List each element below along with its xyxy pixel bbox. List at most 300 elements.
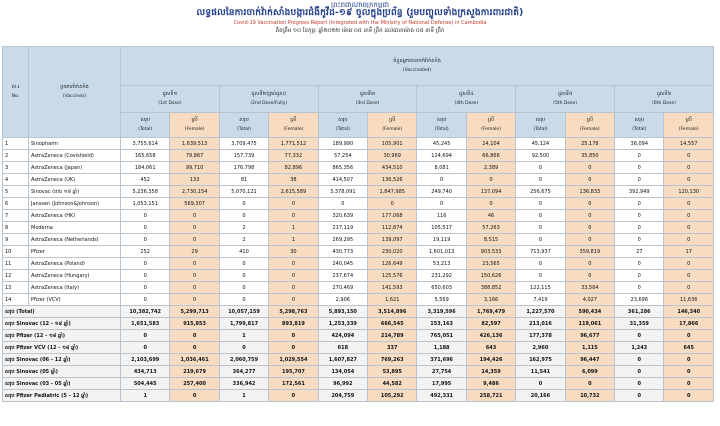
female-value: 0	[664, 222, 714, 234]
total-value: 124,694	[417, 150, 466, 162]
total-value: 256,675	[516, 186, 565, 198]
header-line: សរុប	[338, 117, 348, 123]
female-value: 903,533	[466, 246, 515, 258]
table-row	[3, 186, 714, 198]
summary-label: សរុប (Total)	[3, 306, 121, 318]
vaccine-name: Sinovac (ជាង ១៨ ឆ្នាំ)	[29, 186, 121, 198]
total-value: 0	[615, 198, 664, 210]
header-line-en: (Vaccines)	[62, 94, 87, 99]
female-value: 0	[269, 198, 318, 210]
vaccination-table	[2, 46, 714, 402]
header-line-en: (2nd Dose/Fully)	[250, 101, 288, 106]
total-value: 204,759	[318, 390, 367, 402]
total-value: 0	[121, 330, 170, 342]
female-value: 337	[368, 342, 417, 354]
female-value: 0	[664, 390, 714, 402]
summary-row	[3, 342, 714, 354]
female-value: 0	[565, 222, 614, 234]
total-value: 1	[219, 390, 268, 402]
table-row	[3, 234, 714, 246]
total-value: 153,163	[417, 318, 466, 330]
header-line-en: (Female)	[184, 127, 205, 132]
female-value: 1	[269, 222, 318, 234]
female-value: 6,099	[565, 366, 614, 378]
total-value: 0	[219, 210, 268, 222]
female-value: 0	[565, 270, 614, 282]
header-line-en: (Total)	[533, 127, 548, 132]
female-value: 1,621	[368, 294, 417, 306]
total-value: 116	[417, 210, 466, 222]
total-value: 0	[615, 210, 664, 222]
female-value: 195,707	[269, 366, 318, 378]
total-value: 1,243	[615, 342, 664, 354]
female-value: 4,027	[565, 294, 614, 306]
table-row	[3, 246, 714, 258]
summary-label: សរុប Pfizer Pediatric (5 - 12 ឆ្នាំ)	[3, 390, 121, 402]
female-value: 172,561	[269, 378, 318, 390]
header-line: ស្រី	[191, 117, 198, 123]
female-value: 1,769,479	[466, 306, 515, 318]
total-value: 0	[516, 162, 565, 174]
total-value: 81	[219, 174, 268, 186]
female-value: 14,557	[664, 138, 714, 150]
female-value: 96,677	[565, 330, 614, 342]
row-number: 8	[3, 222, 29, 234]
total-value: 361,286	[615, 306, 664, 318]
table-row	[3, 270, 714, 282]
total-value: 430,773	[318, 246, 367, 258]
vaccine-name: Moderna	[29, 222, 121, 234]
female-value: 0	[664, 210, 714, 222]
female-value: 137,094	[466, 186, 515, 198]
total-value: 0	[516, 222, 565, 234]
total-value: 7,419	[516, 294, 565, 306]
total-header	[318, 113, 367, 138]
female-value: 0	[664, 354, 714, 366]
female-value: 1,847,985	[368, 186, 417, 198]
summary-row	[3, 378, 714, 390]
female-value: 194,426	[466, 354, 515, 366]
header-line: ស្រី	[586, 117, 593, 123]
total-value: 11,541	[516, 366, 565, 378]
total-value: 1,253,339	[318, 318, 367, 330]
female-value: 146,340	[664, 306, 714, 318]
total-value: 96,992	[318, 378, 367, 390]
row-number: 11	[3, 258, 29, 270]
female-value: 79,867	[170, 150, 219, 162]
female-value: 915,853	[170, 318, 219, 330]
summary-row	[3, 354, 714, 366]
female-header	[565, 113, 614, 138]
female-value: 0	[170, 330, 219, 342]
table-row	[3, 210, 714, 222]
total-value: 134,054	[318, 366, 367, 378]
row-number: 9	[3, 234, 29, 246]
total-value: 0	[516, 258, 565, 270]
total-value: 3,319,596	[417, 306, 466, 318]
header-line-en: (4th Dose)	[454, 101, 479, 106]
row-number: 5	[3, 186, 29, 198]
total-value: 371,696	[417, 354, 466, 366]
row-number: 14	[3, 294, 29, 306]
total-value: 2	[219, 222, 268, 234]
female-value: 0	[170, 222, 219, 234]
female-value: 0	[269, 294, 318, 306]
dose-header-6	[615, 86, 714, 113]
total-value: 249,740	[417, 186, 466, 198]
header-line: ដូសទី៤	[459, 91, 474, 97]
female-value: 230,020	[368, 246, 417, 258]
female-value: 33,564	[565, 282, 614, 294]
total-value: 0	[615, 162, 664, 174]
summary-label: សរុប Sinovac (12 - ១៨ ឆ្នាំ)	[3, 318, 121, 330]
header-line: សរុប	[436, 117, 447, 123]
female-value: 10,732	[565, 390, 614, 402]
total-value: 1,651,583	[121, 318, 170, 330]
female-value: 9,486	[466, 378, 515, 390]
total-header	[417, 113, 466, 138]
header-line-en: (Total)	[434, 127, 449, 132]
header-line-en: (1st Dose)	[158, 101, 182, 106]
total-value: 0	[121, 270, 170, 282]
summary-row	[3, 318, 714, 330]
header-line-en: (Female)	[382, 127, 403, 132]
report-title-khmer: លទ្ធផលនៃការចាក់វ៉ាក់សាំងបង្ការជំងឺកូវីដ-១៩ ចូលក្នុងប្រព័ន្ធ (រួមបញ្ចូលទាំងក្រសួងការពារជាតិ)	[196, 8, 524, 18]
total-value: 23,696	[615, 294, 664, 306]
total-header	[615, 113, 664, 138]
female-value: 0	[269, 270, 318, 282]
female-value: 29	[170, 246, 219, 258]
report-header	[0, 0, 720, 42]
column-no-header	[3, 47, 29, 138]
total-value: 0	[516, 270, 565, 282]
row-number: 4	[3, 174, 29, 186]
female-value: 0	[565, 378, 614, 390]
female-value: 1,771,512	[269, 138, 318, 150]
female-value: 2,389	[466, 162, 515, 174]
total-value: 0	[121, 234, 170, 246]
total-value: 1	[121, 390, 170, 402]
total-value: 414,507	[318, 174, 367, 186]
total-value: 270,469	[318, 282, 367, 294]
female-value: 24,104	[466, 138, 515, 150]
header-line-en: (6th Dose)	[652, 101, 676, 106]
female-value: 133	[170, 174, 219, 186]
header-line: ស្រី	[487, 117, 495, 123]
female-value: 3,166	[466, 294, 515, 306]
total-value: 1,227,570	[516, 306, 565, 318]
header-line: ដូសទី៥	[557, 91, 573, 97]
total-value: 2,060,759	[219, 354, 268, 366]
female-value: 25,178	[565, 138, 614, 150]
female-value: 0	[664, 282, 714, 294]
female-value: 99,710	[170, 162, 219, 174]
vaccine-name: Pfizer	[29, 246, 121, 258]
report-title-english: Covid-19 Vaccination Progress Report (Integrated with the Ministry of National Defense) in Cambodia	[233, 20, 487, 26]
total-value: 213,016	[516, 318, 565, 330]
total-value: 0	[121, 282, 170, 294]
vaccine-name: AstraZeneca (UK)	[29, 174, 121, 186]
table-row	[3, 198, 714, 210]
female-value: 0	[565, 162, 614, 174]
total-value: 92,500	[516, 150, 565, 162]
total-value: 189,990	[318, 138, 367, 150]
header-line-en: (Female)	[579, 127, 600, 132]
female-value: 0	[170, 210, 219, 222]
female-value: 643	[466, 342, 515, 354]
total-value: 492,331	[417, 390, 466, 402]
female-value: 359,819	[565, 246, 614, 258]
table-row	[3, 294, 714, 306]
female-value: 119,061	[565, 318, 614, 330]
total-value: 650,603	[417, 282, 466, 294]
table-row	[3, 258, 714, 270]
vaccine-name: Sinopharm	[29, 138, 121, 150]
female-value: 5,299,713	[170, 306, 219, 318]
total-value: 765,051	[417, 330, 466, 342]
header-line-en: (3rd Dose)	[355, 101, 380, 106]
female-value: 0	[565, 174, 614, 186]
female-value: 125,576	[368, 270, 417, 282]
total-value: 364,277	[219, 366, 268, 378]
total-value: 0	[219, 282, 268, 294]
female-value: 0	[170, 270, 219, 282]
total-value: 0	[219, 294, 268, 306]
row-number: 1	[3, 138, 29, 150]
vaccine-name: AstraZeneca (Netherlands)	[29, 234, 121, 246]
total-value: 45,124	[516, 138, 565, 150]
female-value: 1,115	[565, 342, 614, 354]
row-number: 10	[3, 246, 29, 258]
row-number: 6	[3, 198, 29, 210]
total-header	[219, 113, 268, 138]
total-value: 8,081	[417, 162, 466, 174]
female-value: 0	[565, 198, 614, 210]
vaccinated-header	[121, 47, 714, 86]
total-value: 269,295	[318, 234, 367, 246]
row-number: 7	[3, 210, 29, 222]
total-value: 162,975	[516, 354, 565, 366]
female-value: 0	[664, 330, 714, 342]
header-line-en: (Total)	[237, 127, 252, 132]
header-line-en: (Total)	[632, 127, 647, 132]
female-value: 0	[170, 282, 219, 294]
female-value: 44,582	[368, 378, 417, 390]
female-value: 1,639,513	[170, 138, 219, 150]
female-value: 666,545	[368, 318, 417, 330]
total-value: 184,061	[121, 162, 170, 174]
total-value: 1,053,151	[121, 198, 170, 210]
female-value: 120,130	[664, 186, 714, 198]
total-value: 452	[121, 174, 170, 186]
total-value: 2,103,699	[121, 354, 170, 366]
header-line: ប្រភេទវ៉ាក់សាំង	[60, 84, 89, 90]
header-line-en: (Vaccinated)	[402, 68, 432, 73]
total-value: 0	[615, 150, 664, 162]
total-value: 240,045	[318, 258, 367, 270]
header-line: សរុប	[140, 117, 150, 123]
total-header	[121, 113, 170, 138]
female-value: 77,332	[269, 150, 318, 162]
total-value: 165,658	[121, 150, 170, 162]
female-value: 0	[664, 366, 714, 378]
total-value: 36,094	[615, 138, 664, 150]
total-value: 1,188	[417, 342, 466, 354]
female-header	[170, 113, 219, 138]
total-value: 0	[417, 174, 466, 186]
table-row	[3, 138, 714, 150]
female-value: 126,649	[368, 258, 417, 270]
female-value: 0	[269, 390, 318, 402]
header-line: ល.រ	[11, 84, 20, 90]
total-value: 0	[516, 174, 565, 186]
summary-row	[3, 366, 714, 378]
total-value: 3,709,475	[219, 138, 268, 150]
total-value: 237,674	[318, 270, 367, 282]
total-value: 865,356	[318, 162, 367, 174]
female-value: 0	[170, 390, 219, 402]
header-line-en: (Total)	[138, 127, 153, 132]
female-header	[466, 113, 515, 138]
female-value: 38	[269, 174, 318, 186]
column-vaccine-header	[29, 47, 121, 138]
female-value: 17,866	[664, 318, 714, 330]
female-value: 0	[565, 258, 614, 270]
female-value: 434,510	[368, 162, 417, 174]
total-value: 320,639	[318, 210, 367, 222]
header-line: សរុប	[535, 117, 546, 123]
female-header	[664, 113, 714, 138]
total-value: 1,799,817	[219, 318, 268, 330]
total-header	[516, 113, 565, 138]
female-value: 0	[170, 258, 219, 270]
female-value: 30,969	[368, 150, 417, 162]
female-header	[269, 113, 318, 138]
female-header	[368, 113, 417, 138]
total-value: 2	[219, 234, 268, 246]
female-value: 0	[368, 198, 417, 210]
female-value: 17	[664, 246, 714, 258]
total-value: 0	[615, 234, 664, 246]
total-value: 5,070,121	[219, 186, 268, 198]
row-number: 3	[3, 162, 29, 174]
female-value: 0	[269, 258, 318, 270]
header-line-en: (5th Dose)	[553, 101, 578, 106]
female-value: 141,593	[368, 282, 417, 294]
total-value: 3,755,614	[121, 138, 170, 150]
total-value: 618	[318, 342, 367, 354]
summary-row	[3, 330, 714, 342]
total-value: 0	[615, 354, 664, 366]
total-value: 177,378	[516, 330, 565, 342]
total-value: 2,906	[318, 294, 367, 306]
dose-header-1	[121, 86, 220, 113]
female-value: 0	[664, 150, 714, 162]
total-value: 1,607,827	[318, 354, 367, 366]
female-value: 0	[664, 174, 714, 186]
female-value: 0	[664, 378, 714, 390]
female-value: 893,819	[269, 318, 318, 330]
summary-label: សរុប Pfizer VCV (12 - ១៨ ឆ្នាំ)	[3, 342, 121, 354]
summary-label: សរុប Sinovac (03 - 05 ឆ្នាំ)	[3, 378, 121, 390]
female-value: 35,850	[565, 150, 614, 162]
total-value: 5,893,150	[318, 306, 367, 318]
total-value: 424,094	[318, 330, 367, 342]
header-row-vaccinated	[3, 47, 714, 86]
header-line-en: (Female)	[481, 127, 501, 132]
female-value: 105,901	[368, 138, 417, 150]
female-value: 0	[664, 234, 714, 246]
female-value: 258,721	[466, 390, 515, 402]
total-value: 0	[615, 378, 664, 390]
total-value: 5,236,358	[121, 186, 170, 198]
vaccine-name: AstraZeneca (Japan)	[29, 162, 121, 174]
female-value: 388,852	[466, 282, 515, 294]
total-value: 0	[516, 198, 565, 210]
header-line-en: (Female)	[678, 127, 699, 132]
total-value: 27,754	[417, 366, 466, 378]
row-number: 13	[3, 282, 29, 294]
total-value: 434,713	[121, 366, 170, 378]
header-line: ស្រី	[290, 117, 297, 123]
female-value: 139,097	[368, 234, 417, 246]
female-value: 82,597	[466, 318, 515, 330]
vaccine-name: Pfizer (VCV)	[29, 294, 121, 306]
summary-row	[3, 390, 714, 402]
total-value: 10,382,742	[121, 306, 170, 318]
female-value: 426,136	[466, 330, 515, 342]
total-value: 2,960	[516, 342, 565, 354]
total-value: 217,119	[318, 222, 367, 234]
total-value: 27	[615, 246, 664, 258]
total-value: 1	[219, 330, 268, 342]
female-value: 0	[170, 294, 219, 306]
total-value: 231,292	[417, 270, 466, 282]
dose-header-4	[417, 86, 516, 113]
table-row	[3, 150, 714, 162]
total-value: 105,517	[417, 222, 466, 234]
total-value: 0	[121, 222, 170, 234]
total-value: 0	[121, 342, 170, 354]
header-line: ដូសទី១	[162, 91, 178, 97]
female-value: 0	[466, 198, 515, 210]
header-line: ដូសទី៣	[359, 91, 376, 97]
total-value: 45,245	[417, 138, 466, 150]
female-value: 0	[269, 330, 318, 342]
total-value: 57,254	[318, 150, 367, 162]
total-value: 10,057,159	[219, 306, 268, 318]
total-value: 0	[121, 294, 170, 306]
female-value: 0	[170, 234, 219, 246]
female-value: 769,263	[368, 354, 417, 366]
total-value: 0	[615, 222, 664, 234]
vaccine-name: AstraZeneca (HK)	[29, 210, 121, 222]
total-value: 0	[615, 282, 664, 294]
total-value: 0	[615, 366, 664, 378]
female-value: 136,526	[368, 174, 417, 186]
female-value: 14,359	[466, 366, 515, 378]
total-value: 0	[318, 198, 367, 210]
female-value: 0	[466, 174, 515, 186]
female-value: 0	[565, 210, 614, 222]
total-value: 0	[615, 390, 664, 402]
total-value: 0	[219, 198, 268, 210]
summary-label: សរុប Sinovac (06 - 12 ឆ្នាំ)	[3, 354, 121, 366]
dose-header-2	[219, 86, 318, 113]
female-value: 53,895	[368, 366, 417, 378]
total-value: 713,937	[516, 246, 565, 258]
female-value: 23,565	[466, 258, 515, 270]
